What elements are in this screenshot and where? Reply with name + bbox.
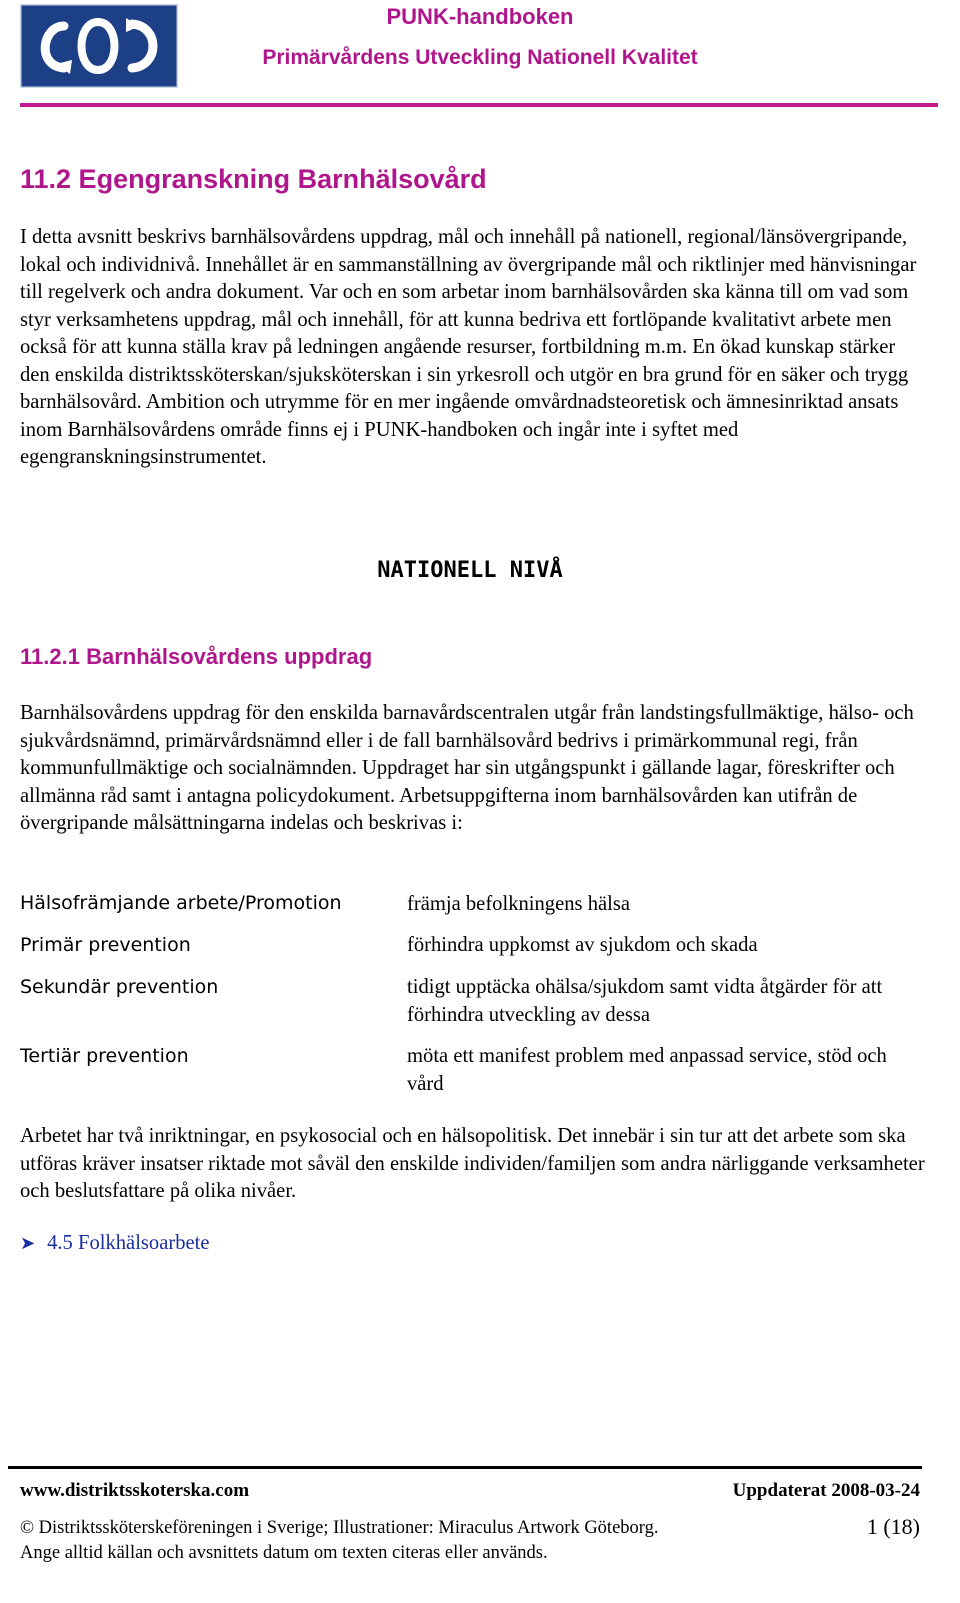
task-desc: möta ett manifest problem med anpassad service, stöd och vård [407, 1045, 887, 1095]
header-divider [20, 103, 938, 107]
footer-divider [8, 1466, 922, 1469]
task-desc: tidigt upptäcka ohälsa/sjukdom samt vidta åtgärder för att förhindra utveckling av dessa [407, 976, 883, 1026]
footer-updated: Uppdaterat 2008-03-24 [732, 1480, 920, 1501]
section-heading: 11.2 Egengranskning Barnhälsovård [20, 164, 487, 194]
footer-url: www.distriktsskoterska.com [20, 1480, 250, 1501]
footer-note: Ange alltid källan och avsnittets datum om texten citeras eller används. [20, 1543, 548, 1563]
punk-logo-icon [20, 4, 178, 88]
subsection-heading: 11.2.1 Barnhälsovårdens uppdrag [20, 644, 373, 669]
closing-paragraph: Arbetet har två inriktningar, en psykosocial och en hälsopolitisk. Det innebär i sin tur att det arbete som ska utföras kräver insatser riktade mot såväl den enskilde individen/familjen som andra närliggande verksamheter och beslutsfattare på olika nivåer. [20, 1125, 925, 1202]
uppdrag-paragraph: Barnhälsovårdens uppdrag för den enskilda barnavårdscentralen utgår från landstingsfullmäktige, hälso- och sjukvårdsnämnd, primärvårdsnämnd eller i de fall barnhälsovård bedrivs i primärkommunal regi, från kommunfullmäktige och socialnämnden. Uppdraget har sin utgångspunkt i gällande lagar, föreskrifter och allmänna råd samt i antagna policydokument. Arbetsuppgifterna inom barnhälsovården kan utifrån de övergripande målsättningarna indelas och beskrivas i: [20, 702, 914, 834]
page-number: 1 (18) [866, 1514, 920, 1539]
header-subtitle: Primärvårdens Utveckling Nationell Kvalitet [262, 46, 698, 69]
footer-copyright: © Distriktssköterskeföreningen i Sverige; Illustrationer: Miraculus Artwork Göteborg. [20, 1518, 659, 1538]
folkhalsoarbete-link[interactable] [20, 1232, 210, 1255]
intro-paragraph: I detta avsnitt beskrivs barnhälsovårdens uppdrag, mål och innehåll på nationell, regional/länsövergripande, lokal och individnivå. Innehållet är en sammanställning av övergripande mål och riktlinjer med hänvisningar till regelverk och andra dokument. Var och en som arbetar inom barnhälsovården ska känna till om vad som styr verksamhetens uppdrag, mål och innehåll, för att kunna bedriva ett fortlöpande kvalitativt arbete men också för att kunna ställa krav på ledningen angående resurser, fortbildning m.m. En ökad kunskap stärker den enskilda distriktssköterskan/sjuksköterskan i sin yrkesroll och utgör en bra grund för en säker och trygg barnhälsovård. Ambition och utrymme för en mer ingående omvårdnadsteoretisk och ämnesinriktad ansats inom Barnhälsovårdens område finns ej i PUNK-handboken och ingår inte i syftet med egengranskningsinstrumentet. [20, 226, 917, 468]
task-desc: främja befolkningens hälsa [407, 893, 631, 915]
task-label: Sekundär prevention [20, 976, 219, 998]
task-label: Primär prevention [20, 934, 191, 956]
task-desc: förhindra uppkomst av sjukdom och skada [407, 934, 758, 956]
arrow-bullet-icon: ➤ [20, 1233, 36, 1254]
national-level-heading: NATIONELL NIVÅ [377, 558, 563, 583]
header-title: PUNK-handboken [386, 4, 574, 29]
task-label: Hälsofrämjande arbete/Promotion [20, 892, 342, 914]
task-label: Tertiär prevention [20, 1045, 189, 1067]
link-label[interactable]: 4.5 Folkhälsoarbete [47, 1232, 210, 1254]
